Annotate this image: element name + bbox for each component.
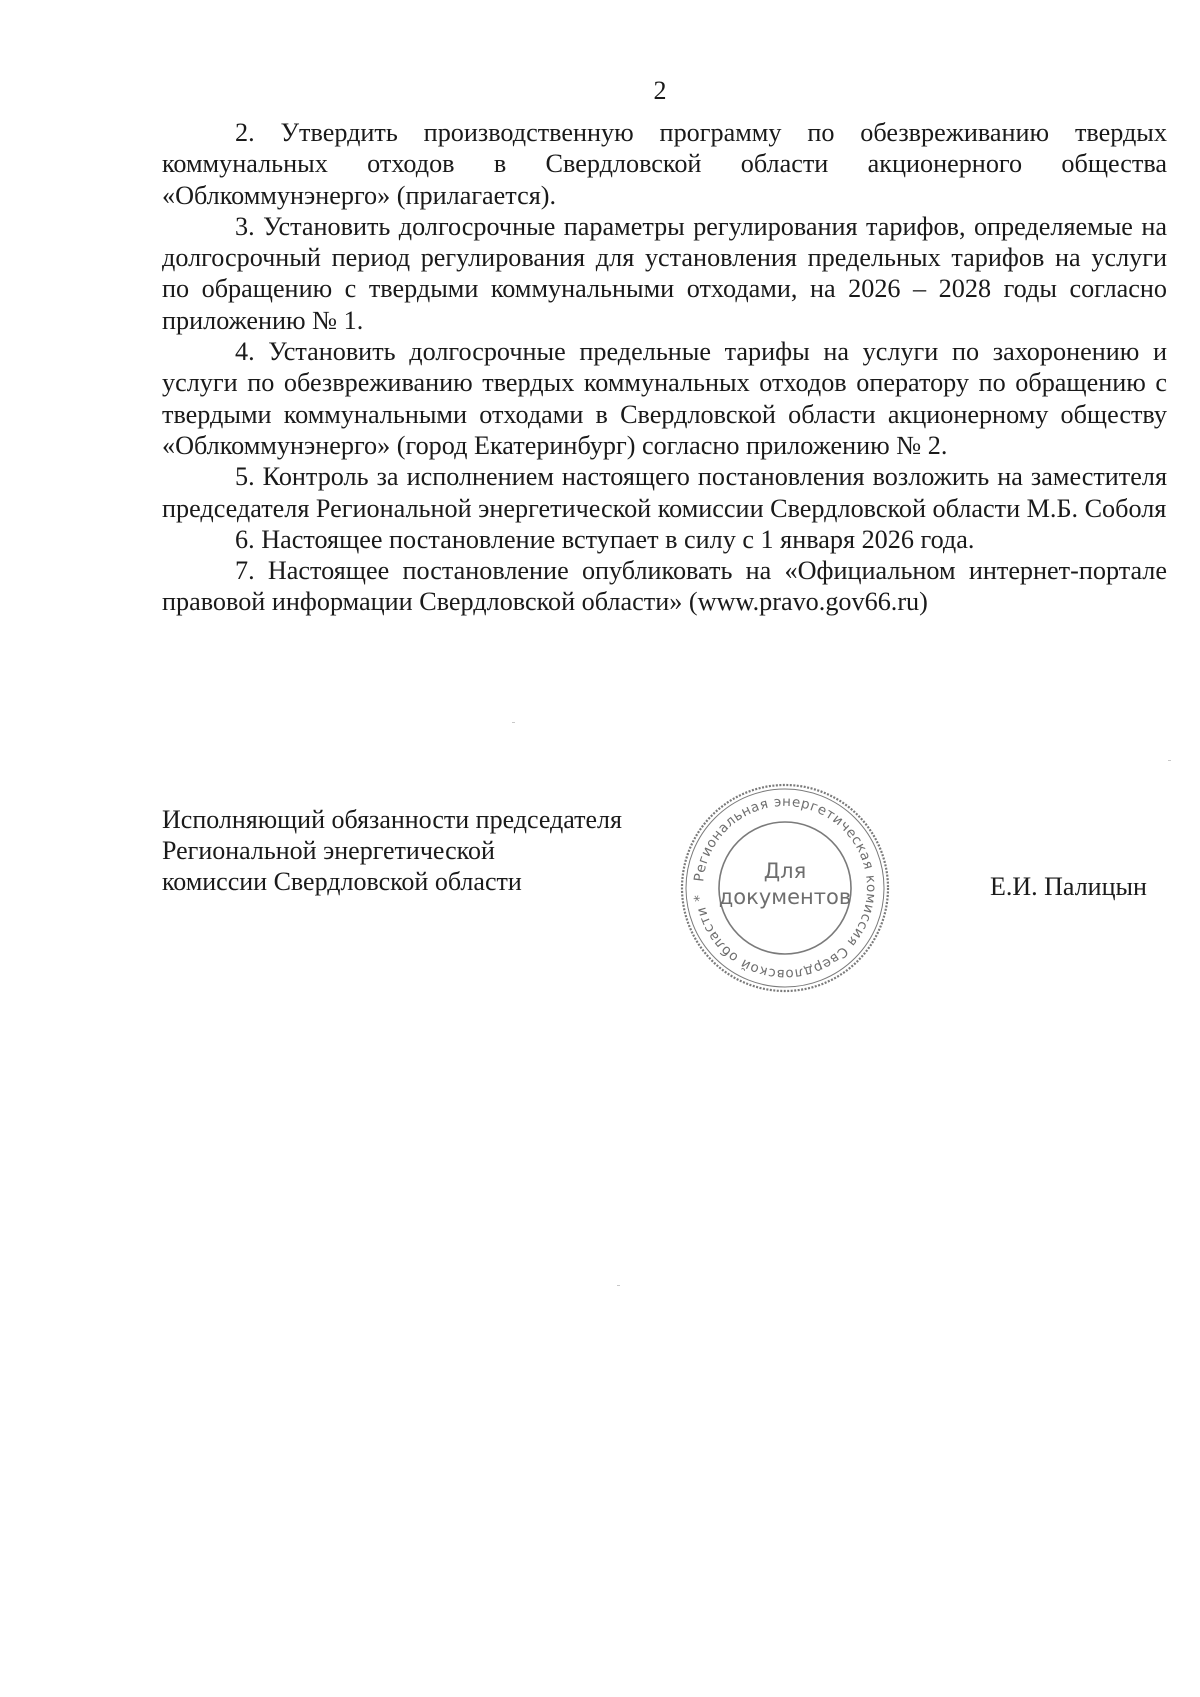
- paragraph-effective-date: 6. Настоящее постановление вступает в силу с 1 января 2026 года.: [235, 524, 975, 554]
- page-number: 2: [653, 76, 667, 105]
- official-seal: [675, 778, 895, 998]
- paragraph-approve-program: 2. Утвердить производственную программу по обезвреживанию твердых коммунальных отходов в Свердловской области акционерного общества «Облкоммунэнерго» (прилагается).: [162, 118, 1167, 210]
- scan-speck: [512, 722, 515, 723]
- seal-center-text: документов: [718, 885, 852, 909]
- signatory-position: [162, 804, 622, 897]
- paragraph-long-term-parameters: 3. Установить долгосрочные параметры регулирования тарифов, определяемые на долгосрочный период регулирования для установления предельных тарифов на услуги по обращению с твердыми коммунальными отходами, на 2026 – 2028 годы согласно приложению № 1.: [162, 211, 1167, 335]
- scan-speck: [1168, 760, 1171, 761]
- signatory-position-line: комиссии Свердловской области: [162, 867, 522, 896]
- signatory-name: Е.И. Палицын: [990, 872, 1147, 901]
- scan-speck: [617, 1285, 620, 1286]
- signatory-position-line: Региональной энергетической: [162, 836, 495, 865]
- seal-stamp-icon: [675, 778, 895, 998]
- paragraph-tariffs: 4. Установить долгосрочные предельные тарифы на услуги по захоронению и услуги по обезвреживанию твердых коммунальных отходов оператору по обращению с твердыми коммунальными отходами в Свердловской области акционерному обществу «Облкоммунэнерго» (город Екатеринбург) согласно приложению № 2.: [162, 337, 1167, 460]
- paragraph-control: 5. Контроль за исполнением настоящего постановления возложить на заместителя председателя Региональной энергетической комиссии Свердловской области М.Б. Соболя: [162, 462, 1167, 523]
- paragraph-publication: 7. Настоящее постановление опубликовать на «Официальном интернет-портале правовой информации Свердловской области» (www.pravo.gov66.ru): [162, 556, 1167, 617]
- signatory-position-line: Исполняющий обязанности председателя: [162, 805, 622, 834]
- document-body: [162, 117, 1167, 618]
- seal-center-text: Для: [763, 859, 807, 883]
- seal-ring-text: Региональная энергетическая комиссия Свердловской области *: [691, 793, 880, 983]
